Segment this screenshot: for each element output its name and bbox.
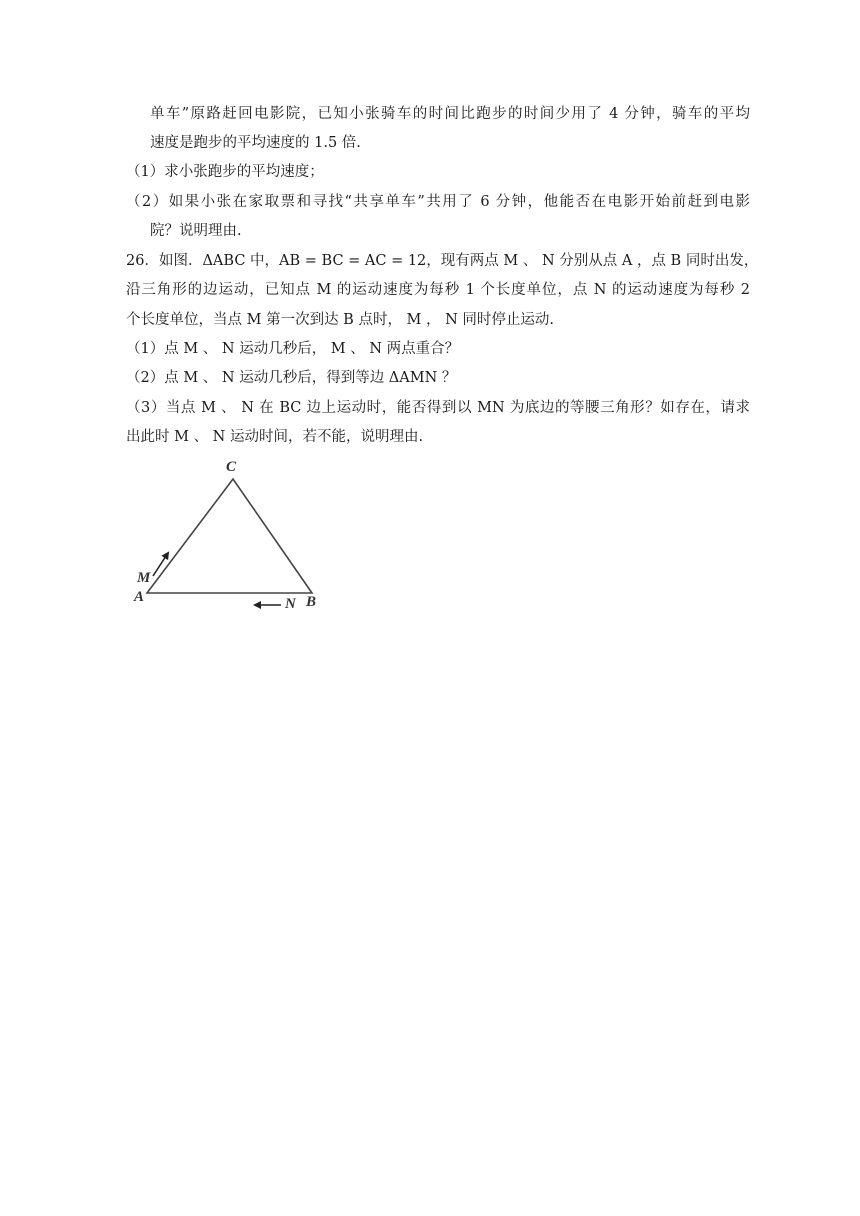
problem26-question3-line1: （3）当点 M 、 N 在 BC 边上运动时，能否得到以 MN 为底边的等腰三角形？如存在，请求	[126, 400, 750, 416]
problem26-question1: （1）点 M 、 N 运动几秒后， M 、 N 两点重合？	[126, 341, 460, 357]
problem26-question3-line2: 出此时 M 、 N 运动时间，若不能，说明理由.	[126, 429, 424, 445]
vertex-b-label: B	[306, 594, 317, 610]
triangle-abc	[147, 479, 312, 593]
point-n-label: N	[285, 596, 296, 612]
problem26-question2: （2）点 M 、 N 运动几秒后，得到等边 ΔAMN ？	[126, 370, 457, 386]
problem25-line2: 速度是跑步的平均速度的 1.5 倍.	[150, 135, 361, 151]
vertex-c-label: C	[226, 459, 237, 475]
vertex-a-label: A	[134, 589, 145, 605]
point-m-label: M	[137, 570, 151, 586]
problem25-question2-line1: （2）如果小张在家取票和寻找“共享单车”共用了 6 分钟，他能否在电影开始前赶到电影	[126, 194, 750, 210]
problem25-question1: （1）求小张跑步的平均速度；	[126, 164, 324, 180]
triangle-figure	[130, 455, 330, 620]
problem26-line1: 26．如图．ΔABC 中，AB = BC = AC = 12，现有两点 M 、 N 分别从点 A ，点 B 同时出发，	[126, 253, 759, 269]
problem25-question2-line2: 院？说明理由.	[150, 223, 242, 239]
arrow-m-direction	[153, 553, 168, 576]
problem26-line2: 沿三角形的边运动，已知点 M 的运动速度为每秒 1 个长度单位，点 N 的运动速度为每秒 2	[126, 282, 750, 298]
problem26-line3: 个长度单位，当点 M 第一次到达 B 点时， M ， N 同时停止运动.	[126, 312, 555, 328]
triangle-diagram	[130, 455, 330, 620]
problem25-line1: 单车”原路赶回电影院，已知小张骑车的时间比跑步的时间少用了 4 分钟，骑车的平均	[150, 106, 750, 122]
